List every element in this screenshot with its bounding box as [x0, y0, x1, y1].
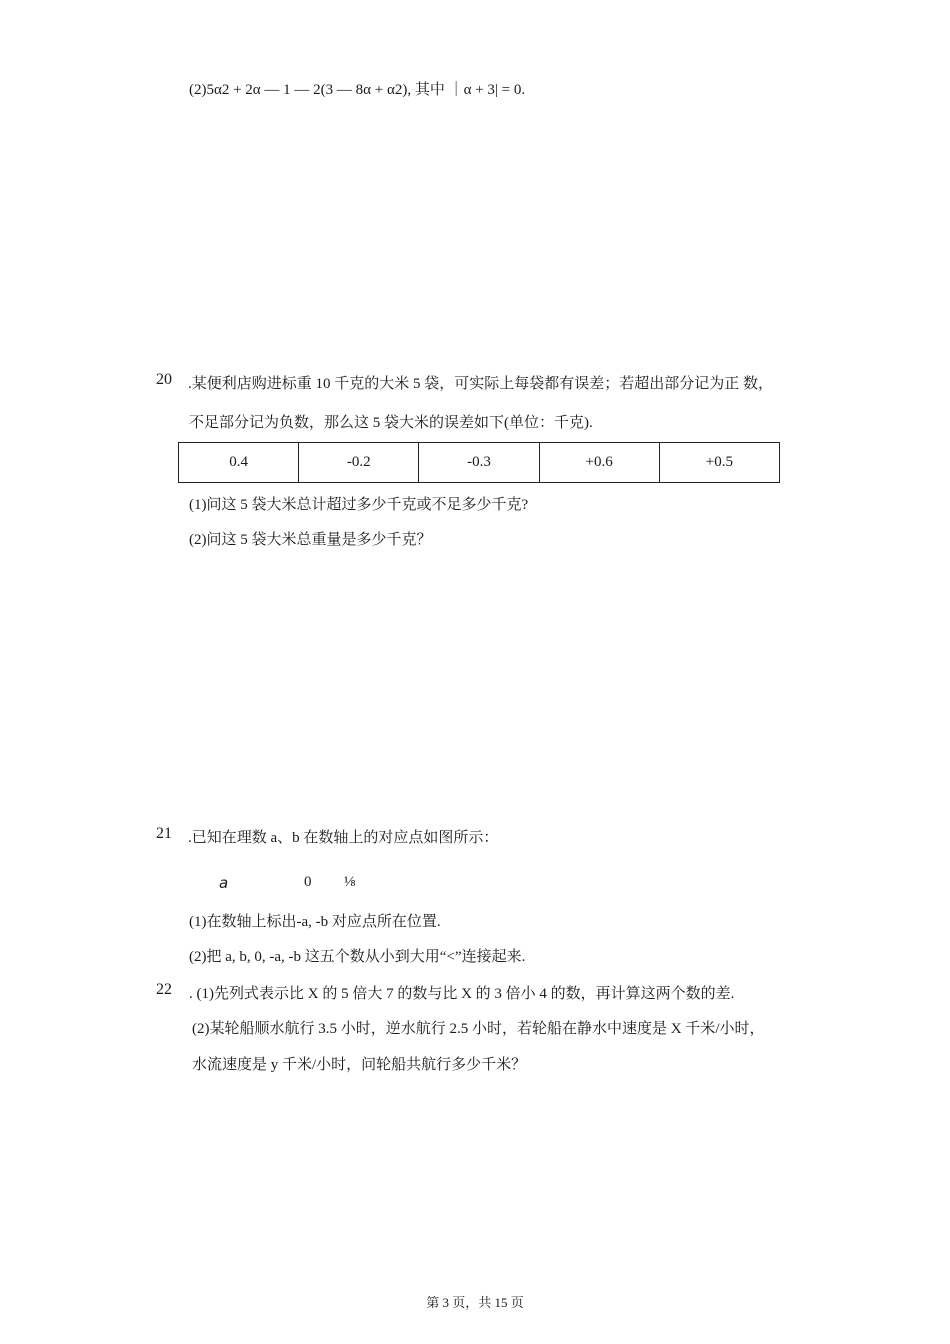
- q22-line2: (2)某轮船顺水航行 3.5 小时，逆水航行 2.5 小时，若轮船在静水中速度是 X 千米/小时，: [192, 1021, 765, 1037]
- q21-number: 21: [156, 825, 172, 842]
- table-row: [179, 443, 780, 483]
- q19-part2: (2)5α2 + 2α — 1 — 2(3 — 8α + α2), 其中 ｜α + 3| = 0.: [189, 82, 526, 98]
- table-cell: -0.2: [299, 443, 419, 483]
- q21-line1: .已知在理数 a、b 在数轴上的对应点如图所示：: [188, 830, 499, 846]
- q20-line2: 不足部分记为负数，那么这 5 袋大米的误差如下(单位：千克).: [189, 415, 593, 431]
- q22-line1: . (1)先列式表示比 X 的 5 倍大 7 的数与比 X 的 3 倍小 4 的数，再计算这两个数的差.: [189, 986, 735, 1002]
- table-cell: +0.5: [659, 443, 779, 483]
- q21-part1: (1)在数轴上标出-a, -b 对应点所在位置.: [189, 914, 441, 930]
- q20-part2: (2)问这 5 袋大米总重量是多少千克？: [189, 532, 432, 548]
- q20-number: 20: [156, 371, 172, 388]
- axis-label-a: a: [219, 874, 229, 892]
- table-cell: -0.3: [419, 443, 539, 483]
- axis-label-zero: 0: [304, 874, 312, 890]
- page-footer: 第 3 页，共 15 页: [426, 1295, 524, 1310]
- q22-number: 22: [156, 981, 172, 998]
- q21-part2: (2)把 a, b, 0, -a, -b 这五个数从小到大用“<”连接起来.: [189, 949, 526, 965]
- table-cell: 0.4: [179, 443, 299, 483]
- q20-line1: .某便利店购进标重 10 千克的大米 5 袋，可实际上每袋都有误差；若超出部分记为正 数，: [188, 376, 774, 392]
- axis-label-b: ⅛: [344, 874, 356, 890]
- table-cell: +0.6: [539, 443, 659, 483]
- q20-part1: (1)问这 5 袋大米总计超过多少千克或不足多少千克?: [189, 497, 529, 513]
- error-table: [178, 442, 780, 483]
- q22-line3: 水流速度是 y 千米/小时，问轮船共航行多少千米？: [192, 1057, 527, 1073]
